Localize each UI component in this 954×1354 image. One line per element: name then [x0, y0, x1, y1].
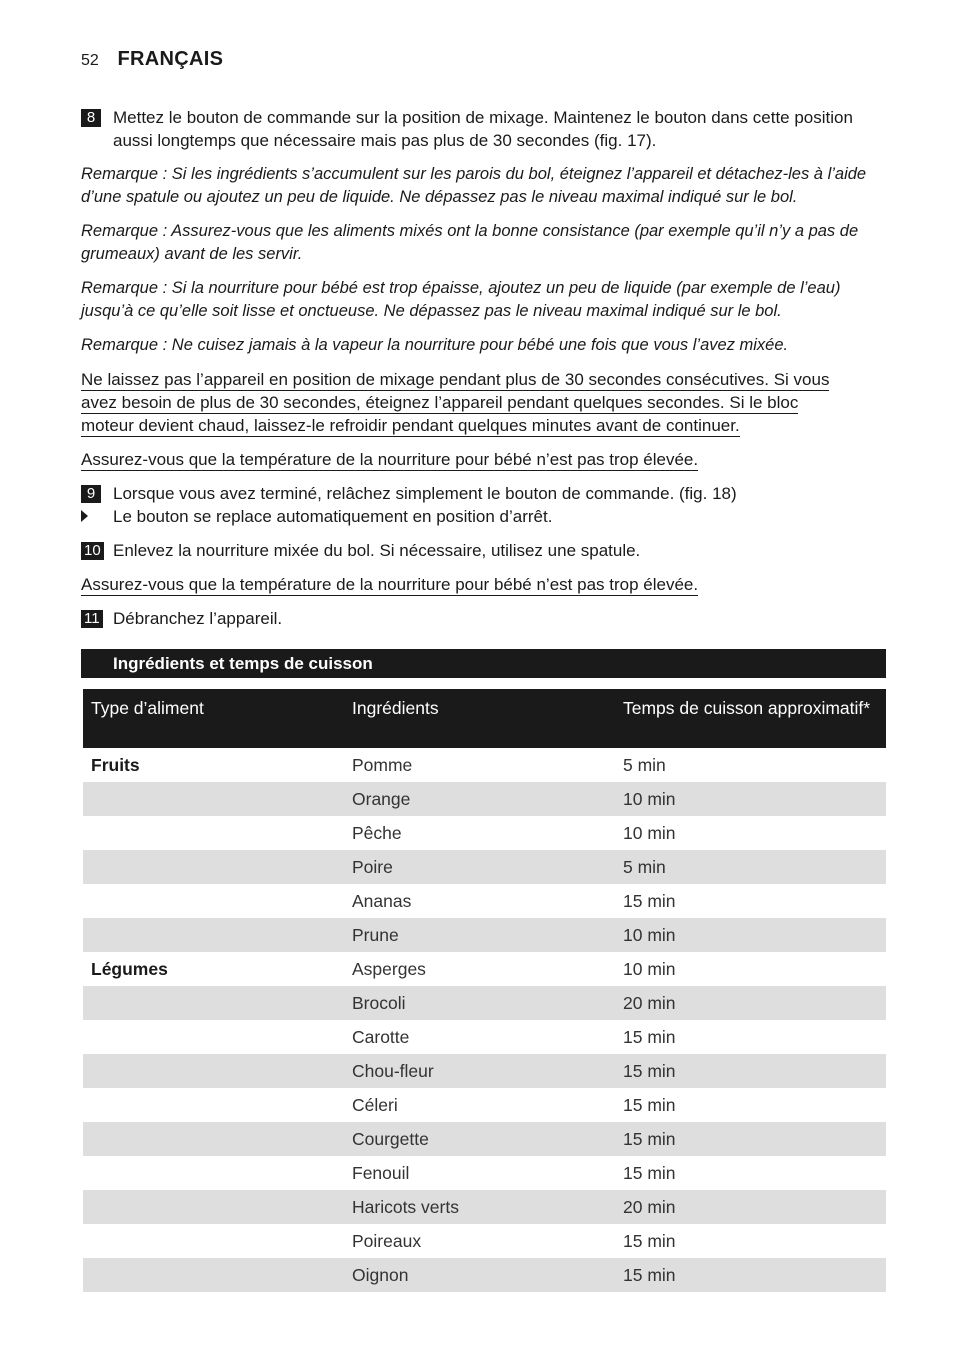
table-header-row [83, 689, 886, 748]
cell-ingredient: Pêche [352, 823, 402, 843]
cooking-times-table [83, 689, 886, 1292]
cell-food-type [83, 850, 344, 884]
step-8 [81, 106, 886, 152]
cell-cooking-time: 15 min [623, 1129, 676, 1149]
cell-food-type [83, 1190, 344, 1224]
cell-food-type [83, 918, 344, 952]
step-number-badge: 10 [81, 542, 104, 560]
step-number-badge: 9 [81, 485, 101, 503]
table-row [83, 1190, 886, 1224]
step-number-badge: 11 [81, 610, 103, 628]
cell-cooking-time: 20 min [623, 993, 676, 1013]
table-row [83, 816, 886, 850]
cell-food-type: Fruits [91, 755, 140, 775]
cell-food-type: Légumes [91, 959, 168, 979]
cell-ingredient: Prune [352, 925, 399, 945]
cell-cooking-time: 10 min [623, 789, 676, 809]
step-9-result [81, 505, 886, 528]
header-food-type: Type d’aliment [91, 698, 204, 718]
cell-cooking-time: 15 min [623, 1095, 676, 1115]
step-10 [81, 539, 886, 562]
table-row [83, 986, 886, 1020]
header-ingredients: Ingrédients [352, 698, 439, 718]
cell-food-type [83, 816, 344, 850]
header-cooking-time: Temps de cuisson approximatif* [623, 698, 871, 718]
table-body [83, 748, 886, 1292]
cell-food-type [83, 1054, 344, 1088]
cell-cooking-time: 15 min [623, 1163, 676, 1183]
section-title: Ingrédients et temps de cuisson [113, 654, 373, 673]
result-arrow-icon [81, 510, 88, 522]
cell-food-type [83, 1122, 344, 1156]
table-row [83, 1122, 886, 1156]
cell-ingredient: Céleri [352, 1095, 398, 1115]
table-row [83, 1258, 886, 1292]
table-row [83, 1088, 886, 1122]
table-row [83, 850, 886, 884]
step-text: Enlevez la nourriture mixée du bol. Si nécessaire, utilisez une spatule. [113, 541, 641, 560]
cell-cooking-time: 15 min [623, 1265, 676, 1285]
table-row [83, 1054, 886, 1088]
cell-cooking-time: 15 min [623, 891, 676, 911]
cell-ingredient: Brocoli [352, 993, 406, 1013]
table-row [83, 884, 886, 918]
step-text: Mettez le bouton de commande sur la position de mixage. Maintenez le bouton dans cette position aussi longtemps que nécessaire mais pas plus de 30 secondes (fig. 17). [113, 108, 853, 150]
cell-ingredient: Poireaux [352, 1231, 422, 1251]
cell-food-type [83, 1224, 344, 1258]
warning-line: Ne laissez pas l’appareil en position de mixage pendant plus de 30 secondes consécutives. Si vous [81, 370, 830, 389]
cell-cooking-time: 15 min [623, 1231, 676, 1251]
cell-cooking-time: 5 min [623, 857, 666, 877]
step-result-text: Le bouton se replace automatiquement en position d’arrêt. [113, 507, 553, 526]
cell-ingredient: Poire [352, 857, 393, 877]
cell-cooking-time: 20 min [623, 1197, 676, 1217]
cell-food-type [83, 782, 344, 816]
table-row [83, 748, 886, 782]
cell-ingredient: Orange [352, 789, 411, 809]
page-number: 52 [81, 52, 99, 69]
cell-ingredient: Oignon [352, 1265, 409, 1285]
table-row [83, 1156, 886, 1190]
cell-food-type [83, 884, 344, 918]
cell-cooking-time: 10 min [623, 925, 676, 945]
cell-ingredient: Courgette [352, 1129, 429, 1149]
cell-ingredient: Asperges [352, 959, 426, 979]
step-number-badge: 8 [81, 109, 101, 127]
warning-line: Assurez-vous que la température de la nourriture pour bébé n’est pas trop élevée. [81, 575, 699, 594]
cell-food-type [83, 1088, 344, 1122]
cell-food-type [83, 1020, 344, 1054]
warning-line: avez besoin de plus de 30 secondes, éteignez l’appareil pendant quelques secondes. Si le bloc [81, 393, 799, 412]
step-11 [81, 607, 886, 630]
cell-ingredient: Chou-fleur [352, 1061, 434, 1081]
page-header [81, 48, 223, 71]
temperature-warning [81, 448, 886, 471]
section-title-bar [81, 649, 886, 678]
table-row [83, 1020, 886, 1054]
cell-food-type [83, 986, 344, 1020]
table-row [83, 782, 886, 816]
cell-ingredient: Fenouil [352, 1163, 410, 1183]
remark-1: Remarque : Si les ingrédients s’accumulent sur les parois du bol, éteignez l’appareil et détachez-les à l’aide d’une spatule ou ajoutez un peu de liquide. Ne dépassez pas le niveau maximal indiqué sur le bol. [81, 165, 867, 206]
cell-cooking-time: 15 min [623, 1027, 676, 1047]
step-text: Lorsque vous avez terminé, relâchez simplement le bouton de commande. (fig. 18) [113, 484, 737, 503]
table-row [83, 952, 886, 986]
cell-food-type [83, 1156, 344, 1190]
cell-ingredient: Carotte [352, 1027, 410, 1047]
cell-cooking-time: 15 min [623, 1061, 676, 1081]
remark-2: Remarque : Assurez-vous que les aliments mixés ont la bonne consistance (par exemple qu’il n’y a pas de grumeaux) avant de les servir. [81, 222, 859, 263]
warning-line: moteur devient chaud, laissez-le refroidir pendant quelques minutes avant de continuer. [81, 416, 740, 435]
cell-cooking-time: 10 min [623, 959, 676, 979]
cell-ingredient: Ananas [352, 891, 412, 911]
language-title: FRANÇAIS [117, 48, 224, 70]
remark-4: Remarque : Ne cuisez jamais à la vapeur la nourriture pour bébé une fois que vous l’avez mixée. [81, 336, 789, 354]
mixing-warning [81, 368, 886, 437]
temperature-warning-2 [81, 573, 886, 596]
table-row [83, 918, 886, 952]
table-row [83, 1224, 886, 1258]
cell-ingredient: Haricots verts [352, 1197, 459, 1217]
cell-cooking-time: 5 min [623, 755, 666, 775]
remark-3: Remarque : Si la nourriture pour bébé est trop épaisse, ajoutez un peu de liquide (par exemple de l’eau) jusqu’à ce qu’elle soit lisse et onctueuse. Ne dépassez pas le niveau maximal indiqué sur le bol. [81, 279, 841, 320]
cell-food-type [83, 1258, 344, 1292]
step-9 [81, 482, 886, 505]
step-text: Débranchez l’appareil. [113, 609, 283, 628]
cell-cooking-time: 10 min [623, 823, 676, 843]
warning-line: Assurez-vous que la température de la nourriture pour bébé n’est pas trop élevée. [81, 450, 699, 469]
cell-ingredient: Pomme [352, 755, 413, 775]
